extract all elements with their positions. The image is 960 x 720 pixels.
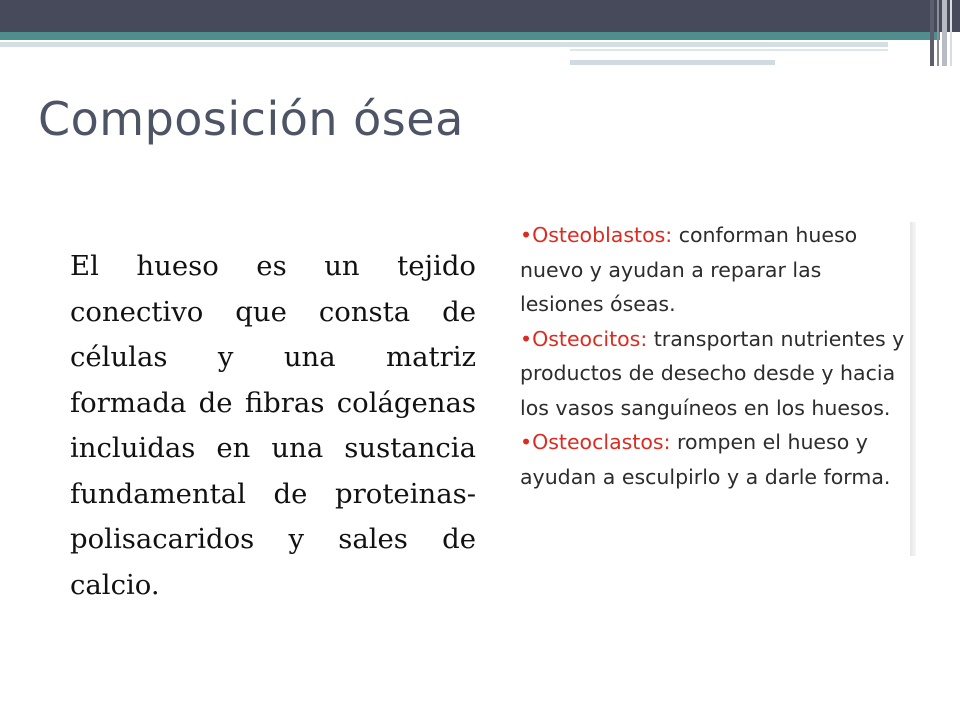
header-bar [0, 0, 960, 32]
image-panel-edge [910, 222, 916, 556]
corner-decoration [930, 0, 934, 66]
header-accent-line [570, 49, 888, 51]
header-accent-line [0, 42, 888, 47]
cell-description: conforman hueso nuevo y ayudan a reparar las lesiones óseas. [520, 223, 858, 316]
corner-decoration [942, 0, 947, 66]
cell-description: transportan nutrientes y productos de desecho desde y hacia los vasos sanguíneos en los huesos. [520, 326, 905, 420]
bone-cells-panel [518, 218, 908, 558]
cell-term: •Osteoclastos: [520, 430, 671, 454]
header-accent-line [570, 60, 775, 65]
cell-term: •Osteocitos: [520, 326, 648, 351]
cell-term: •Osteoblastos: [520, 223, 673, 247]
slide-title: Composición ósea [38, 92, 464, 146]
cell-description: rompen el hueso y ayudan a esculpirlo y a darle forma. [520, 430, 891, 489]
cell-item-osteoblastos [520, 218, 908, 322]
slide-body-text: El hueso es un tejido conectivo que consta de células y una matriz formada de fibras colágenas incluidas en una sustancia fundamental de proteinas-polisacaridos y sales de calcio. [70, 250, 476, 601]
cell-item-osteocitos [520, 322, 908, 426]
cell-item-osteoclastos [520, 425, 908, 494]
corner-decoration [950, 0, 952, 66]
header-accent-stripe [0, 32, 940, 40]
corner-decoration [937, 0, 939, 66]
